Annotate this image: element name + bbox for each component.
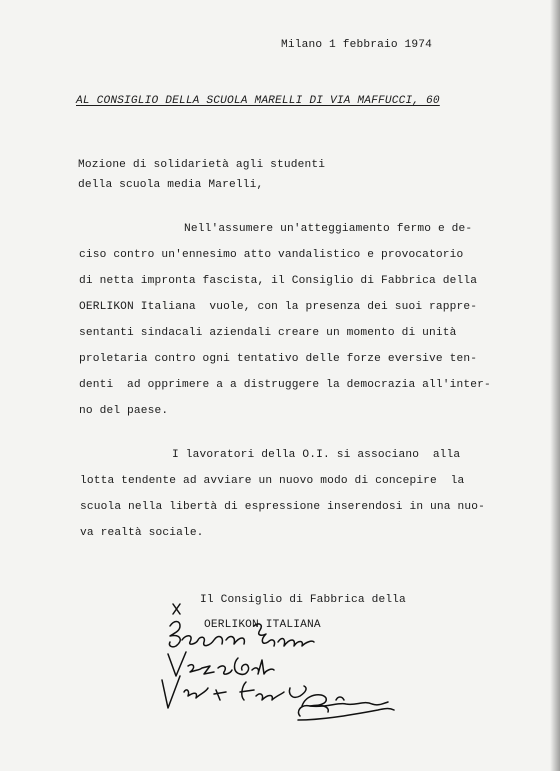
signature-block-line: OERLIKON ITALIANA [204,619,321,631]
body-line: no del paese. [79,405,169,417]
body-line: I lavoratori della O.I. si associano alla [172,449,461,461]
body-line: denti ad opprimere a a distruggere la democrazia all'inter- [79,379,491,391]
body-line: ciso contro un'ennesimo atto vandalistico e provocatorio [79,249,464,261]
body-line: sentanti sindacali aziendali creare un momento di unità [79,327,457,339]
body-line: Nell'assumere un'atteggiamento fermo e de- [184,223,473,235]
subject-line: Mozione di solidarietà agli studenti [78,159,326,171]
letter-date: Milano 1 febbraio 1974 [281,39,432,51]
body-line: proletaria contro ogni tentativo delle forze eversive ten- [79,353,478,365]
body-line: OERLIKON Italiana vuole, con la presenza dei suoi rappre- [79,301,478,313]
body-line: di netta impronta fascista, il Consiglio di Fabbrica della [79,275,478,287]
handwritten-signatures [150,596,410,736]
letter-addressee: AL CONSIGLIO DELLA SCUOLA MARELLI DI VIA MAFFUCCI, 60 [76,95,440,107]
subject-line: della scuola media Marelli, [78,179,264,191]
page-edge-shadow [550,0,560,771]
body-line: lotta tendente ad avviare un nuovo modo di concepire la [80,475,465,487]
body-line: va realtà sociale. [80,527,204,539]
signature-block-line: Il Consiglio di Fabbrica della [200,594,406,606]
body-line: scuola nella libertà di espressione inserendosi in una nuo- [80,501,485,513]
